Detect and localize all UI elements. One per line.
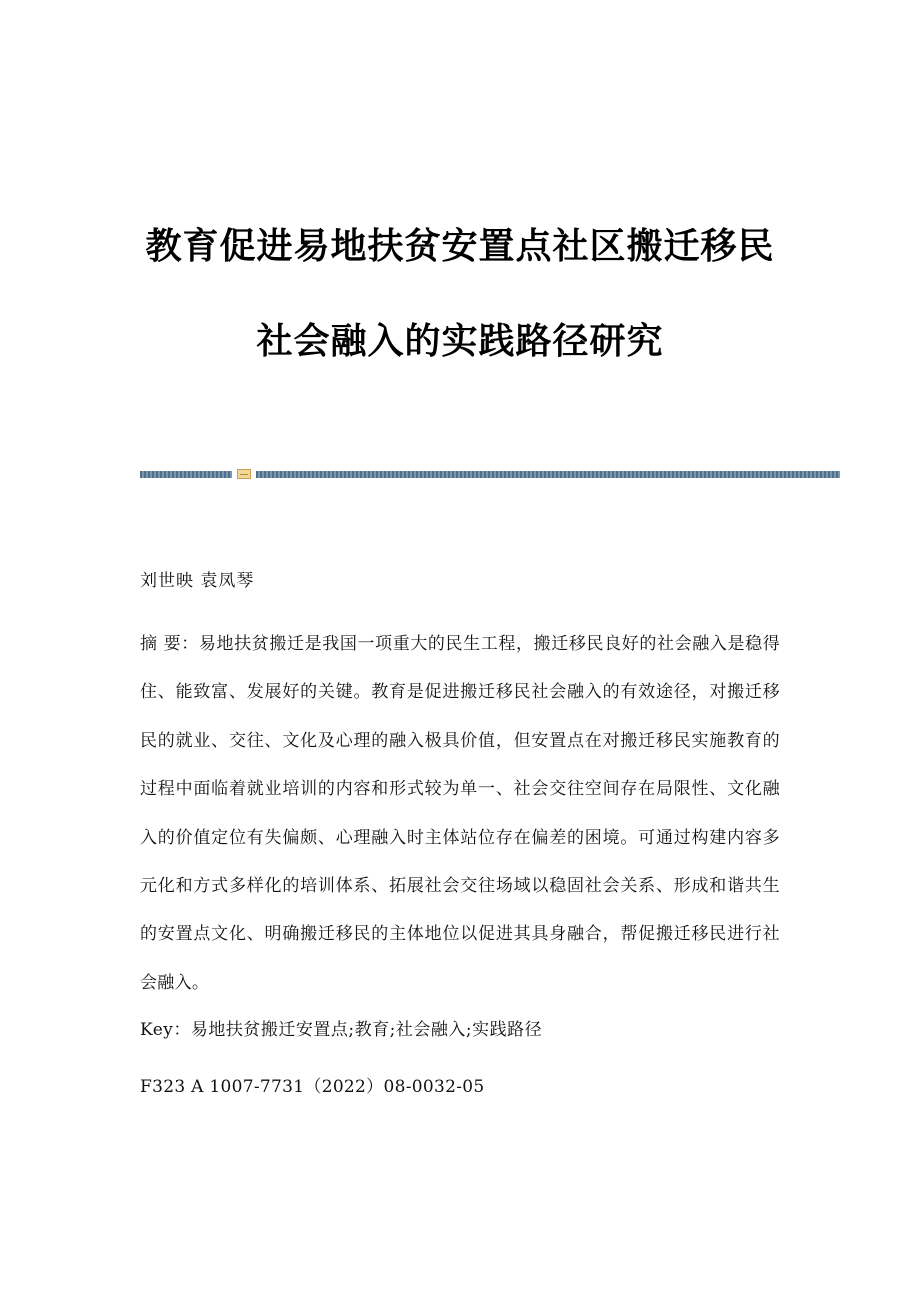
paper-title-line-2: 社会融入的实践路径研究 (256, 321, 664, 362)
divider-left-segment (140, 471, 232, 478)
authors: 刘世映 袁凤琴 (140, 571, 255, 591)
paper-title-line-1: 教育促进易地扶贫安置点社区搬迁移民 (145, 226, 775, 267)
title-divider (140, 468, 840, 480)
abstract-text: 易地扶贫搬迁是我国一项重大的民生工程，搬迁移民良好的社会融入是稳得住、能致富、发展好的关键。教育是促进搬迁移民社会融入的有效途径，对搬迁移民的就业、交往、文化及心理的融入极具价值，但安置点在对搬迁移民实施教育的过程中面临着就业培训的内容和形式较为单一、社会交往空间存在局限性、文化融入的价值定位有失偏颇、心理融入时主体站位存在偏差的困境。可通过构建内容多元化和方式多样化的培训体系、拓展社会交往场域以稳固社会关系、形成和谐共生的安置点文化、明确搬迁移民的主体地位以促进其具身融合，帮促搬迁移民进行社会融入。 (140, 634, 780, 993)
abstract (140, 620, 780, 1007)
keywords (140, 1015, 542, 1040)
keywords-label: Key： (140, 1020, 191, 1040)
abstract-label: 摘 要： (140, 634, 199, 654)
divider-right-segment (256, 471, 840, 478)
classification-codes: F323 A 1007-7731（2022）08-0032-05 (140, 1077, 485, 1097)
divider-ornament-icon (237, 469, 251, 479)
keywords-text: 易地扶贫搬迁安置点;教育;社会融入;实践路径 (190, 1020, 543, 1040)
